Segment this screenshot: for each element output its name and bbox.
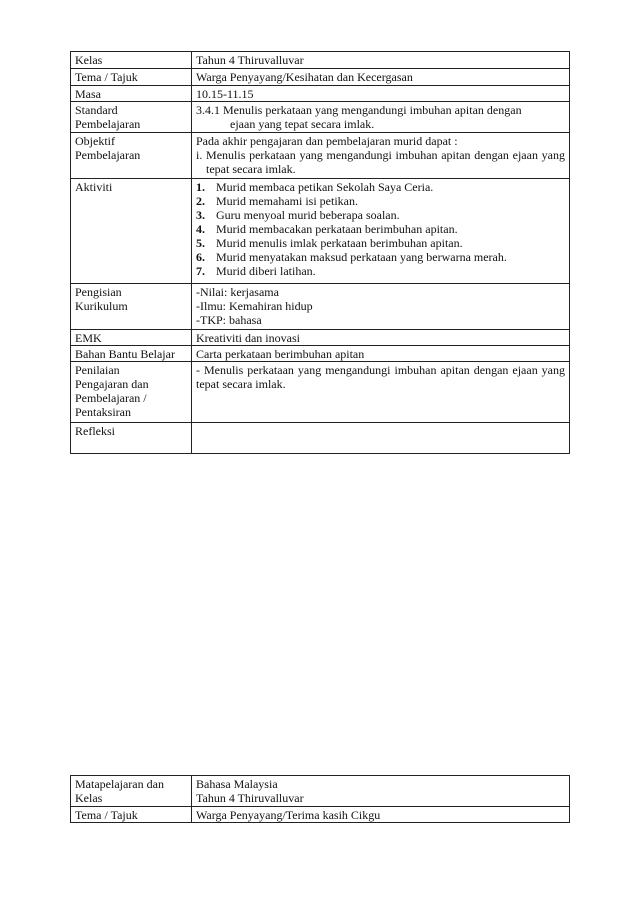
aktiviti-item-number: 6. [196, 250, 205, 264]
row-kelas [71, 52, 570, 69]
bbm-label: Bahan Bantu Belajar [71, 346, 192, 362]
matapelajaran-value [192, 776, 570, 807]
standard-value-line-1: 3.4.1 Menulis perkataan yang mengandungi imbuhan apitan dengan [196, 103, 522, 117]
objektif-label-line-2: Pembelajaran [75, 148, 141, 162]
objektif-label-line-1: Objektif [75, 134, 115, 148]
aktiviti-item-number: 7. [196, 264, 205, 278]
aktiviti-label: Aktiviti [71, 179, 192, 284]
aktiviti-item-number: 2. [196, 194, 205, 208]
standard-value-line-2: ejaan yang tepat secara imlak. [230, 117, 375, 131]
aktiviti-item-number: 1. [196, 180, 205, 194]
row-emk [71, 330, 570, 346]
aktiviti-item [196, 194, 565, 208]
row-tema [71, 69, 570, 86]
pengisian-label-line-2: Kurikulum [75, 299, 128, 313]
aktiviti-item-text: Murid diberi latihan. [216, 264, 316, 278]
aktiviti-item-text: Guru menyoal murid beberapa soalan. [216, 208, 400, 222]
row-pengisian [71, 284, 570, 330]
penilaian-label-line-4: Pentaksiran [75, 405, 131, 419]
aktiviti-item [196, 222, 565, 236]
penilaian-label-line-1: Penilaian [75, 363, 120, 377]
pengisian-label [71, 284, 192, 330]
row-refleksi [71, 423, 570, 454]
objektif-intro: Pada akhir pengajaran dan pembelajaran murid dapat : [196, 134, 458, 148]
penilaian-value: - Menulis perkataan yang mengandungi imbuhan apitan dengan ejaan yang tepat secara imlak. [192, 362, 570, 423]
aktiviti-list [196, 180, 565, 278]
masa-value: 10.15-11.15 [192, 86, 570, 102]
aktiviti-item-number: 4. [196, 222, 205, 236]
aktiviti-item [196, 208, 565, 222]
objektif-label [71, 133, 192, 179]
pengisian-label-line-1: Pengisian [75, 285, 122, 299]
aktiviti-item-number: 5. [196, 236, 205, 250]
bbm-value: Carta perkataan berimbuhan apitan [192, 346, 570, 362]
pengisian-value-line-1: -Nilai: kerjasama [196, 285, 279, 299]
row-standard [71, 102, 570, 133]
aktiviti-value [192, 179, 570, 284]
pengisian-value [192, 284, 570, 330]
matapelajaran-label [71, 776, 192, 807]
matapelajaran-label-line-1: Matapelajaran dan [75, 777, 164, 791]
aktiviti-item-text: Murid menulis imlak perkataan berimbuhan apitan. [216, 236, 463, 250]
pengisian-value-line-2: -Ilmu: Kemahiran hidup [196, 299, 313, 313]
row-bbm [71, 346, 570, 362]
standard-label-line-2: Pembelajaran [75, 117, 141, 131]
refleksi-value [192, 423, 570, 454]
emk-label: EMK [71, 330, 192, 346]
objektif-item-1: i. Menulis perkataan yang mengandungi imbuhan apitan dengan ejaan yang tepat secara imlak. [196, 148, 565, 176]
penilaian-label [71, 362, 192, 423]
aktiviti-item-text: Murid membaca petikan Sekolah Saya Ceria. [216, 180, 434, 194]
lesson-plan-table-2 [70, 775, 570, 823]
penilaian-label-line-3: Pembelajaran / [75, 391, 147, 405]
lesson-plan-table [70, 51, 570, 454]
masa-label: Masa [71, 86, 192, 102]
row-penilaian [71, 362, 570, 423]
standard-label-line-1: Standard [75, 103, 118, 117]
tema-value: Warga Penyayang/Kesihatan dan Kecergasan [192, 69, 570, 86]
tema-2-value: Warga Penyayang/Terima kasih Cikgu [192, 807, 570, 823]
aktiviti-item [196, 236, 565, 250]
aktiviti-item-text: Murid membacakan perkataan berimbuhan apitan. [216, 222, 458, 236]
standard-label [71, 102, 192, 133]
pengisian-value-line-3: -TKP: bahasa [196, 313, 262, 327]
standard-value [192, 102, 570, 133]
matapelajaran-value-line-2: Tahun 4 Thiruvalluvar [196, 791, 304, 805]
row-aktiviti [71, 179, 570, 284]
objektif-value [192, 133, 570, 179]
penilaian-label-line-2: Pengajaran dan [75, 377, 149, 391]
tema-2-label: Tema / Tajuk [71, 807, 192, 823]
aktiviti-item [196, 264, 565, 278]
tema-label: Tema / Tajuk [71, 69, 192, 86]
refleksi-label: Refleksi [71, 423, 192, 454]
row-masa [71, 86, 570, 102]
aktiviti-item [196, 250, 565, 264]
row-objektif [71, 133, 570, 179]
kelas-value: Tahun 4 Thiruvalluvar [192, 52, 570, 69]
matapelajaran-value-line-1: Bahasa Malaysia [196, 777, 278, 791]
aktiviti-item [196, 180, 565, 194]
emk-value: Kreativiti dan inovasi [192, 330, 570, 346]
aktiviti-item-text: Murid memahami isi petikan. [216, 194, 358, 208]
kelas-label: Kelas [71, 52, 192, 69]
aktiviti-item-text: Murid menyatakan maksud perkataan yang berwarna merah. [216, 250, 507, 264]
aktiviti-item-number: 3. [196, 208, 205, 222]
matapelajaran-label-line-2: Kelas [75, 791, 103, 805]
row-tema-2 [71, 807, 570, 823]
row-matapelajaran [71, 776, 570, 807]
